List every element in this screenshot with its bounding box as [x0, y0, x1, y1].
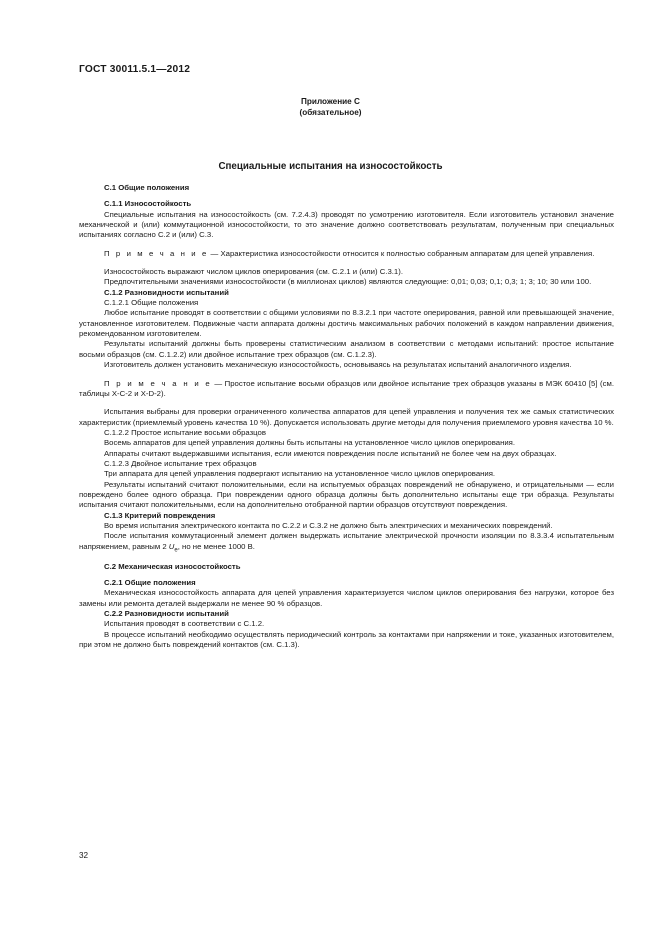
page-number: 32	[79, 851, 89, 860]
section-heading-c21: С.2.1 Общие положения	[104, 577, 196, 587]
paragraph: Износостойкость выражают числом циклов оперирования (см. С.2.1 и (или) С.3.1).	[104, 267, 403, 277]
paragraph: Любое испытание проводят в соответствии с общими условиями по 8.3.2.1 при частоте оперирования, равной или превышающей значение, установленное изготовителем. Подвижные части аппарата должны достичь максимальных рабочих положений в каждом направлении движения, рекомендованном изготовителем.	[79, 308, 614, 339]
document-body	[79, 183, 614, 650]
paragraph: В процессе испытаний необходимо осуществлять периодический контроль за контактами при напряжении и токе, указанных изготовителем, при этом не должно быть повреждений контактов (см. С.1.3).	[79, 629, 614, 649]
section-heading-c22: С.2.2 Разновидности испытаний	[104, 608, 229, 618]
paragraph: После испытания коммутационный элемент должен выдержать испытание электрической прочности изоляции по 8.3.3.4 испытательным напряжением, равным 2 $U_e$, но не менее 1000 В.	[79, 531, 614, 554]
paragraph: Три аппарата для цепей управления подвергают испытанию на установленное число циклов оперирования.	[104, 469, 496, 479]
subsection-heading-c123: С.1.2.3 Двойное испытание трех образцов	[104, 458, 257, 468]
paragraph: Изготовитель должен установить механическую износостойкость, основываясь на результатах испытаний аналогичного изделия.	[104, 360, 572, 370]
note-paragraph	[79, 249, 614, 259]
section-heading-c13: С.1.3 Критерий повреждения	[104, 510, 216, 520]
note-text: — Характеристика износостойкости относится к полностью собранным аппаратам для цепей управления.	[208, 248, 595, 258]
section-heading-c1: С.1 Общие положения	[104, 183, 190, 192]
note-label: П р и м е ч а н и е	[104, 378, 212, 388]
paragraph: Испытания выбраны для проверки ограниченного количества аппаратов для цепей управления и получения тех же самых статистических характеристик (приемлемый уровень качества 10 %). Допускается использовать другие методы для получения приемлемого уровня качества 10 %.	[79, 407, 614, 427]
paragraph: Специальные испытания на износостойкость (см. 7.2.4.3) проводят по усмотрению изготовителя. Если изготовитель установил значение механической и (или) коммутационной износостойкости, то это значение должно соответствовать результатам, полученным при специальных испытаниях согласно С.2 и (или) С.3.	[79, 209, 614, 240]
subsection-heading-c122: С.1.2.2 Простое испытание восьми образцов	[104, 427, 266, 437]
paragraph: Результаты испытаний должны быть проверены статистическим анализом в соответствии с методами испытаний: простое испытание восьми образцов (см. С.1.2.2) или двойное испытание трех образцов (см. С.1.2.3).	[79, 339, 614, 359]
section-heading-c2: С.2 Механическая износостойкость	[104, 561, 241, 571]
paragraph: Восемь аппаратов для цепей управления должны быть испытаны на установленное число циклов оперирования.	[104, 438, 516, 448]
section-heading-c12: С.1.2 Разновидности испытаний	[104, 287, 229, 297]
section-heading-c11: С.1.1 Износостойкость	[104, 199, 192, 209]
paragraph: Испытания проводят в соответствии с С.1.2.	[104, 619, 265, 629]
paragraph: Во время испытания электрического контакта по С.2.2 и С.3.2 не должно быть электрических и механических повреждений.	[104, 520, 553, 530]
paragraph: Механическая износостойкость аппарата для цепей управления характеризуется числом циклов оперирования без нагрузки, которое без замены или ремонта деталей выдержали не менее 90 % образцов.	[79, 588, 614, 608]
note-text: — Простое испытание восьми образцов или двойное испытание трех образцов указаны в МЭК 60410 [5] (см. таблицы Х-С-2 и Х-D-2).	[79, 378, 614, 398]
paragraph: Аппараты считают выдержавшими испытания, если имеются повреждения после испытаний не более чем на двух образцах.	[104, 448, 557, 458]
note-paragraph	[79, 379, 614, 400]
annex-title: Приложение С	[301, 97, 360, 106]
paragraph: Предпочтительными значениями износостойкости (в миллионах циклов) являются следующие: 0,01; 0,03; 0,1; 0,3; 1; 3; 10; 30 или 100.	[104, 277, 592, 287]
document-header: ГОСТ 30011.5.1—2012	[79, 64, 191, 75]
subsection-heading-c121: С.1.2.1 Общие положения	[104, 298, 199, 308]
paragraph: Результаты испытаний считают положительными, если на испытуемых образцах повреждений не обнаружено, и отрицательными — если повреждено более одного образца. При повреждении одного образца должны быть дополнительно испытаны еще три образца. Результаты испытания считают положительными, если на дополнительно отобранной партии образцов отсутствуют повреждения.	[79, 479, 614, 510]
main-title: Специальные испытания на износостойкость	[218, 161, 443, 172]
note-label: П р и м е ч а н и е	[104, 248, 209, 258]
annex-status: (обязательное)	[299, 108, 362, 117]
